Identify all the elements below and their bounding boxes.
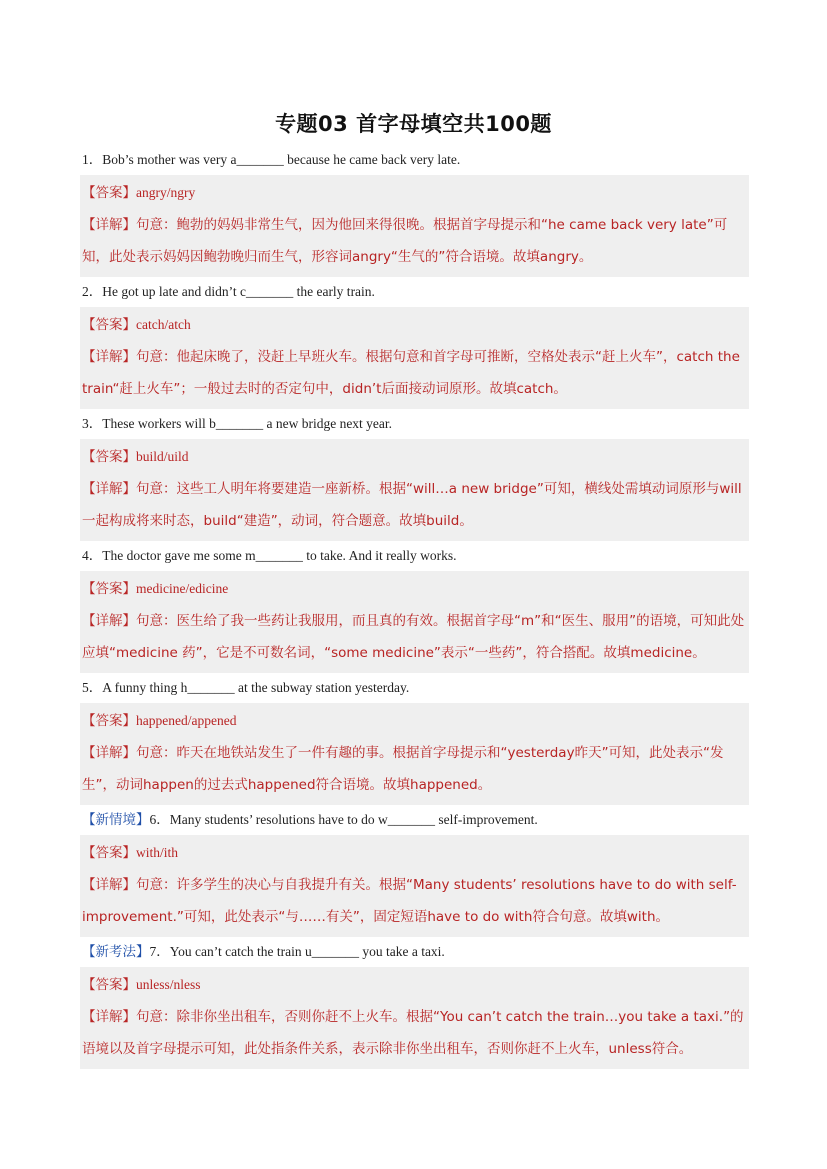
answer-value: happened/appened bbox=[136, 713, 237, 728]
question-text: 【新情境】6．Many students’ resolutions have to do w_______ self-improvement. bbox=[82, 812, 538, 828]
explain-text: 句意：昨天在地铁站发生了一件有趣的事。根据首字母提示和“yesterday昨天”可知，此处表示“发生”，动词happen的过去式happened符合语境。故填happened。 bbox=[82, 745, 724, 793]
answer-value: catch/atch bbox=[136, 317, 191, 332]
question-text: 2．He got up late and didn’t c_______ the early train. bbox=[82, 284, 375, 299]
explain-text: 句意：除非你坐出租车，否则你赶不上火车。根据“You can’t catch the train…you take a taxi.”的语境以及首字母提示可知，此处指条件关系，表示除非你坐出租车，否则你赶不上火车，unless符合。 bbox=[82, 1009, 744, 1057]
question-item-2 bbox=[80, 277, 749, 409]
answer-label: 【答案】 bbox=[82, 317, 136, 333]
answer-box bbox=[80, 307, 749, 409]
question-tag: 【新考法】 bbox=[82, 944, 150, 960]
question-text: 5．A funny thing h_______ at the subway station yesterday. bbox=[82, 680, 410, 695]
explain-label: 【详解】 bbox=[82, 349, 136, 365]
answer-box bbox=[80, 703, 749, 805]
explain-label: 【详解】 bbox=[82, 877, 136, 893]
question-item-4 bbox=[80, 541, 749, 673]
answer-value: unless/nless bbox=[136, 977, 201, 992]
question-item-7 bbox=[80, 937, 749, 1069]
question-text: 3．These workers will b_______ a new bridge next year. bbox=[82, 416, 393, 431]
answer-value: build/uild bbox=[136, 449, 189, 464]
answer-label: 【答案】 bbox=[82, 713, 136, 729]
answer-label: 【答案】 bbox=[82, 845, 136, 861]
explain-label: 【详解】 bbox=[82, 613, 136, 629]
question-text: 1．Bob’s mother was very a_______ because he came back very late. bbox=[82, 152, 461, 167]
explain-text: 句意：他起床晚了，没赶上早班火车。根据句意和首字母可推断，空格处表示“赶上火车”，catch the train“赶上火车”；一般过去时的否定句中，didn’t后面接动词原形。故填catch。 bbox=[82, 349, 740, 397]
question-item-3 bbox=[80, 409, 749, 541]
explain-label: 【详解】 bbox=[82, 481, 136, 497]
explain-label: 【详解】 bbox=[82, 745, 136, 761]
answer-box bbox=[80, 835, 749, 937]
question-list bbox=[80, 145, 749, 1069]
question-tag: 【新情境】 bbox=[82, 812, 150, 828]
answer-label: 【答案】 bbox=[82, 581, 136, 597]
answer-box bbox=[80, 175, 749, 277]
answer-value: medicine/edicine bbox=[136, 581, 229, 596]
question-text: 【新考法】7．You can’t catch the train u_______ you take a taxi. bbox=[82, 944, 445, 960]
question-item-1 bbox=[80, 145, 749, 277]
answer-box bbox=[80, 571, 749, 673]
page-title: 专题03 首字母填空共100题 bbox=[275, 112, 552, 136]
explain-text: 句意：这些工人明年将要建造一座新桥。根据“will…a new bridge”可知，横线处需填动词原形与will一起构成将来时态，build“建造”，动词，符合题意。故填build。 bbox=[82, 481, 742, 529]
question-item-6 bbox=[80, 805, 749, 937]
explain-text: 句意：鲍勃的妈妈非常生气，因为他回来得很晚。根据首字母提示和“he came back very late”可知，此处表示妈妈因鲍勃晚归而生气，形容词angry“生气的”符合语境。故填angry。 bbox=[82, 217, 728, 265]
explain-label: 【详解】 bbox=[82, 1009, 136, 1025]
answer-label: 【答案】 bbox=[82, 185, 136, 201]
answer-box bbox=[80, 439, 749, 541]
explain-text: 句意：许多学生的决心与自我提升有关。根据“Many students’ resolutions have to do with self-improvement.”可知，此处表示“与……有关”，固定短语have to do with符合句意。故填with。 bbox=[82, 877, 737, 925]
answer-label: 【答案】 bbox=[82, 449, 136, 465]
answer-value: angry/ngry bbox=[136, 185, 196, 200]
answer-box bbox=[80, 967, 749, 1069]
explain-text: 句意：医生给了我一些药让我服用，而且真的有效。根据首字母“m”和“医生、服用”的语境，可知此处应填“medicine 药”，它是不可数名词，“some medicine”表示“一些药”，符合搭配。故填medicine。 bbox=[82, 613, 745, 661]
question-text: 4．The doctor gave me some m_______ to take. And it really works. bbox=[82, 548, 457, 563]
answer-value: with/ith bbox=[136, 845, 179, 860]
explain-label: 【详解】 bbox=[82, 217, 136, 233]
question-item-5 bbox=[80, 673, 749, 805]
answer-label: 【答案】 bbox=[82, 977, 136, 993]
